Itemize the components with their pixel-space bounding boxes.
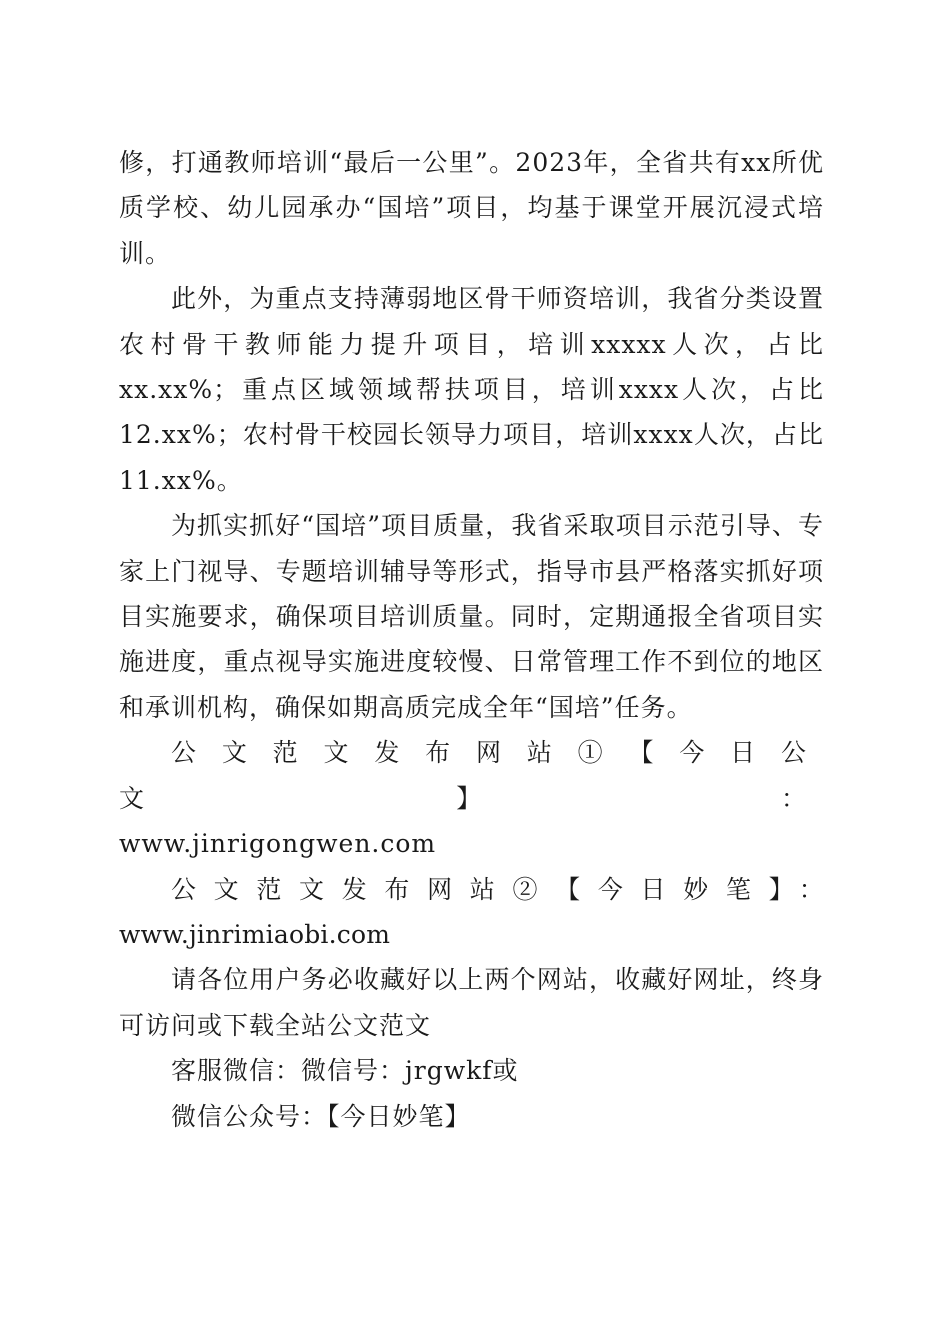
- service-line: 客服微信：微信号：jrgwkf或: [171, 1056, 519, 1086]
- paragraph-3: 为抓实抓好“国培”项目质量，我省采取项目示范引导、专家上门视导、专题培训辅导等形式，指导市县严格落实抓好项目实施要求，确保项目培训质量。同时，定期通报全省项目实施进度，重点视导实施进度较慢、日常管理工作不到位的地区和承训机构，确保如期高质完成全年“国培”任务。: [119, 511, 824, 722]
- paragraph-2: 此外，为重点支持薄弱地区骨干师资培训，我省分类设置农村骨干教师能力提升项目，培训xxxxx人次，占比xx.xx%；重点区域领域帮扶项目，培训xxxx人次，占比12.xx%；农村骨干校园长领导力项目，培训xxxx人次，占比11.xx%。: [119, 284, 824, 495]
- paragraph-1: 修，打通教师培训“最后一公里”。2023年，全省共有xx所优质学校、幼儿园承办“国培”项目，均基于课堂开展沉浸式培训。: [119, 148, 824, 268]
- notice-paragraph: 请各位用户务必收藏好以上两个网站，收藏好网址，终身可访问或下载全站公文范文: [119, 965, 824, 1040]
- site2-line: 公文范文发布网站②【今日妙笔】：www.jinrimiaobi.com: [119, 874, 824, 949]
- site1-url: www.jinrigongwen.com: [119, 829, 437, 859]
- site1-line: 公文范文发布网站①【今日公文】：: [119, 738, 824, 813]
- document-body: [119, 140, 824, 1139]
- wechat-line: 微信公众号：【今日妙笔】: [171, 1101, 471, 1131]
